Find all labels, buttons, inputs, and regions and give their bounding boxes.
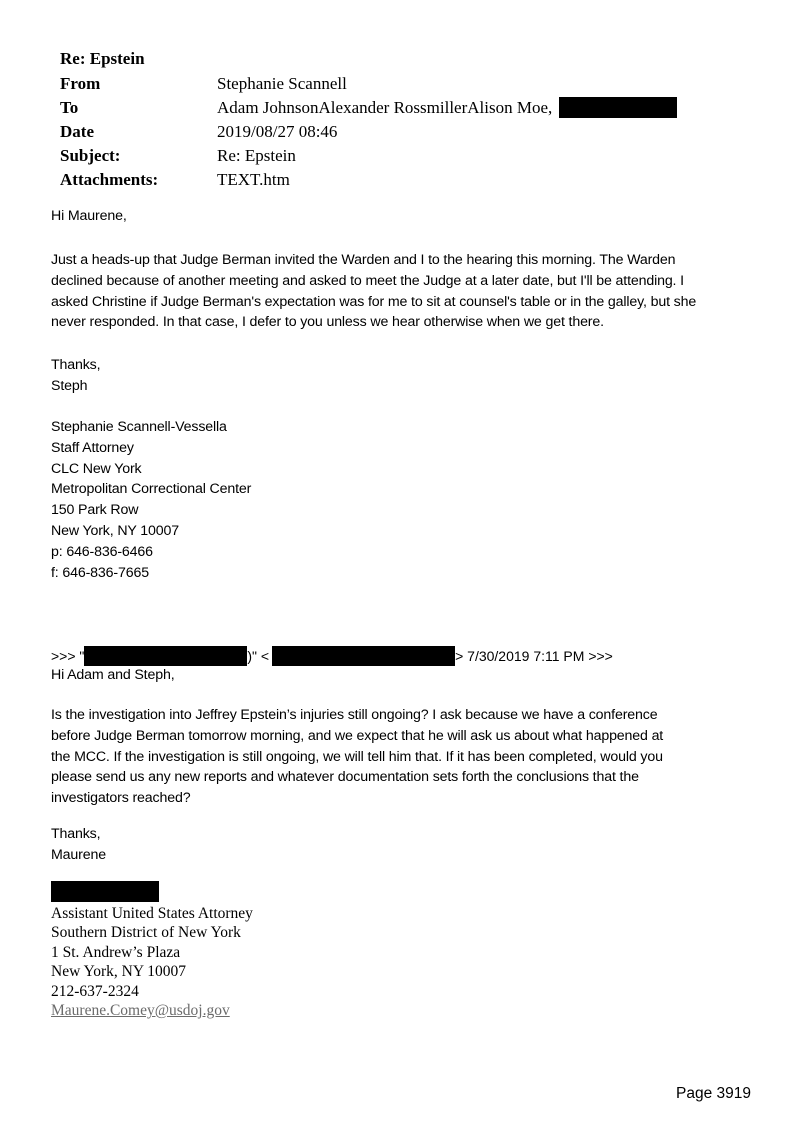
signature-line: Assistant United States Attorney (51, 905, 253, 922)
forwarded-suffix: > 7/30/2019 7:11 PM >>> (455, 648, 613, 664)
signature-line: f: 646-836-7665 (51, 564, 149, 581)
reply-body-line: Just a heads-up that Judge Berman invited the Warden and I to the hearing this morning. The Warden (51, 252, 676, 268)
reply-body-line: asked Christine if Judge Berman's expectation was for me to sit at counsel's table or in the galley, but she (51, 293, 697, 310)
signature-line: New York, NY 10007 (51, 522, 179, 539)
attachments-label: Attachments: (60, 170, 159, 189)
forwarded-body-line: Is the investigation into Jeffrey Epstein’s injuries still ongoing? I ask because we have a conference (51, 707, 658, 723)
redaction-box (559, 97, 677, 118)
subject-value: Re: Epstein (217, 146, 296, 165)
reply-body-line: never responded. In that case, I defer to you unless we hear otherwise when we get there. (51, 314, 604, 331)
reply-body (51, 250, 751, 333)
from-label: From (60, 74, 101, 93)
forwarded-body-line: please send us any new reports and whatever documentation sets forth the conclusions that the (51, 769, 639, 786)
signature-line: Southern District of New York (51, 924, 241, 942)
signature-line: Staff Attorney (51, 439, 134, 456)
signature-line: New York, NY 10007 (51, 963, 187, 981)
reply-closing (51, 355, 751, 397)
forwarded-closing-text: Thanks, (51, 826, 101, 842)
signature-line: 212-637-2324 (51, 982, 139, 1000)
forwarded-prefix: >>> " (51, 648, 85, 664)
reply-signature (51, 417, 751, 583)
signature-line: Metropolitan Correctional Center (51, 481, 252, 498)
forwarded-header-line (51, 647, 613, 666)
header-row-to (60, 98, 740, 122)
forwarded-closing-name: Maurene (51, 846, 106, 863)
header-row-from (60, 74, 740, 98)
attachments-value: TEXT.htm (217, 170, 290, 189)
subject-label: Subject: (60, 146, 121, 165)
signature-line: 1 St. Andrew’s Plaza (51, 943, 181, 961)
signature-line: 150 Park Row (51, 502, 139, 519)
forwarded-greeting: Hi Adam and Steph, (51, 667, 175, 683)
signature-line: Stephanie Scannell-Vessella (51, 419, 227, 435)
to-value-wrap (217, 98, 677, 118)
redaction-box (84, 646, 247, 666)
redaction-box (51, 881, 159, 902)
reply-closing-name: Steph (51, 377, 88, 394)
signature-line: CLC New York (51, 460, 142, 477)
header-row-date (60, 122, 740, 146)
email-link[interactable]: Maurene.Comey@usdoj.gov (51, 1002, 230, 1020)
forwarded-closing (51, 824, 751, 866)
to-value: Adam JohnsonAlexander RossmillerAlison Moe, (217, 98, 553, 117)
forwarded-body-line: before Judge Berman tomorrow morning, and we expect that he will ask us about what happened at (51, 727, 664, 744)
forwarded-body-line: the MCC. If the investigation is still ongoing, we will tell him that. If it has been completed, would you (51, 748, 663, 765)
reply-greeting: Hi Maurene, (51, 208, 127, 224)
reply-closing-text: Thanks, (51, 357, 101, 373)
signature-line: p: 646-836-6466 (51, 543, 153, 560)
header-row-attachments (60, 170, 740, 194)
email-subject-title: Re: Epstein (60, 49, 145, 68)
page-number: Page 3919 (676, 1085, 751, 1102)
date-value: 2019/08/27 08:46 (217, 122, 338, 141)
redaction-box (272, 646, 455, 666)
header-row-subject (60, 146, 740, 170)
reply-body-line: declined because of another meeting and asked to meet the Judge at a later date, but I'll be attending. I (51, 272, 684, 289)
forwarded-body (51, 705, 751, 809)
forwarded-mid: )" < (247, 648, 270, 664)
date-label: Date (60, 122, 94, 141)
forwarded-body-line: investigators reached? (51, 790, 191, 807)
to-label: To (60, 98, 79, 117)
from-value: Stephanie Scannell (217, 74, 347, 93)
forwarded-signature (51, 904, 751, 1020)
